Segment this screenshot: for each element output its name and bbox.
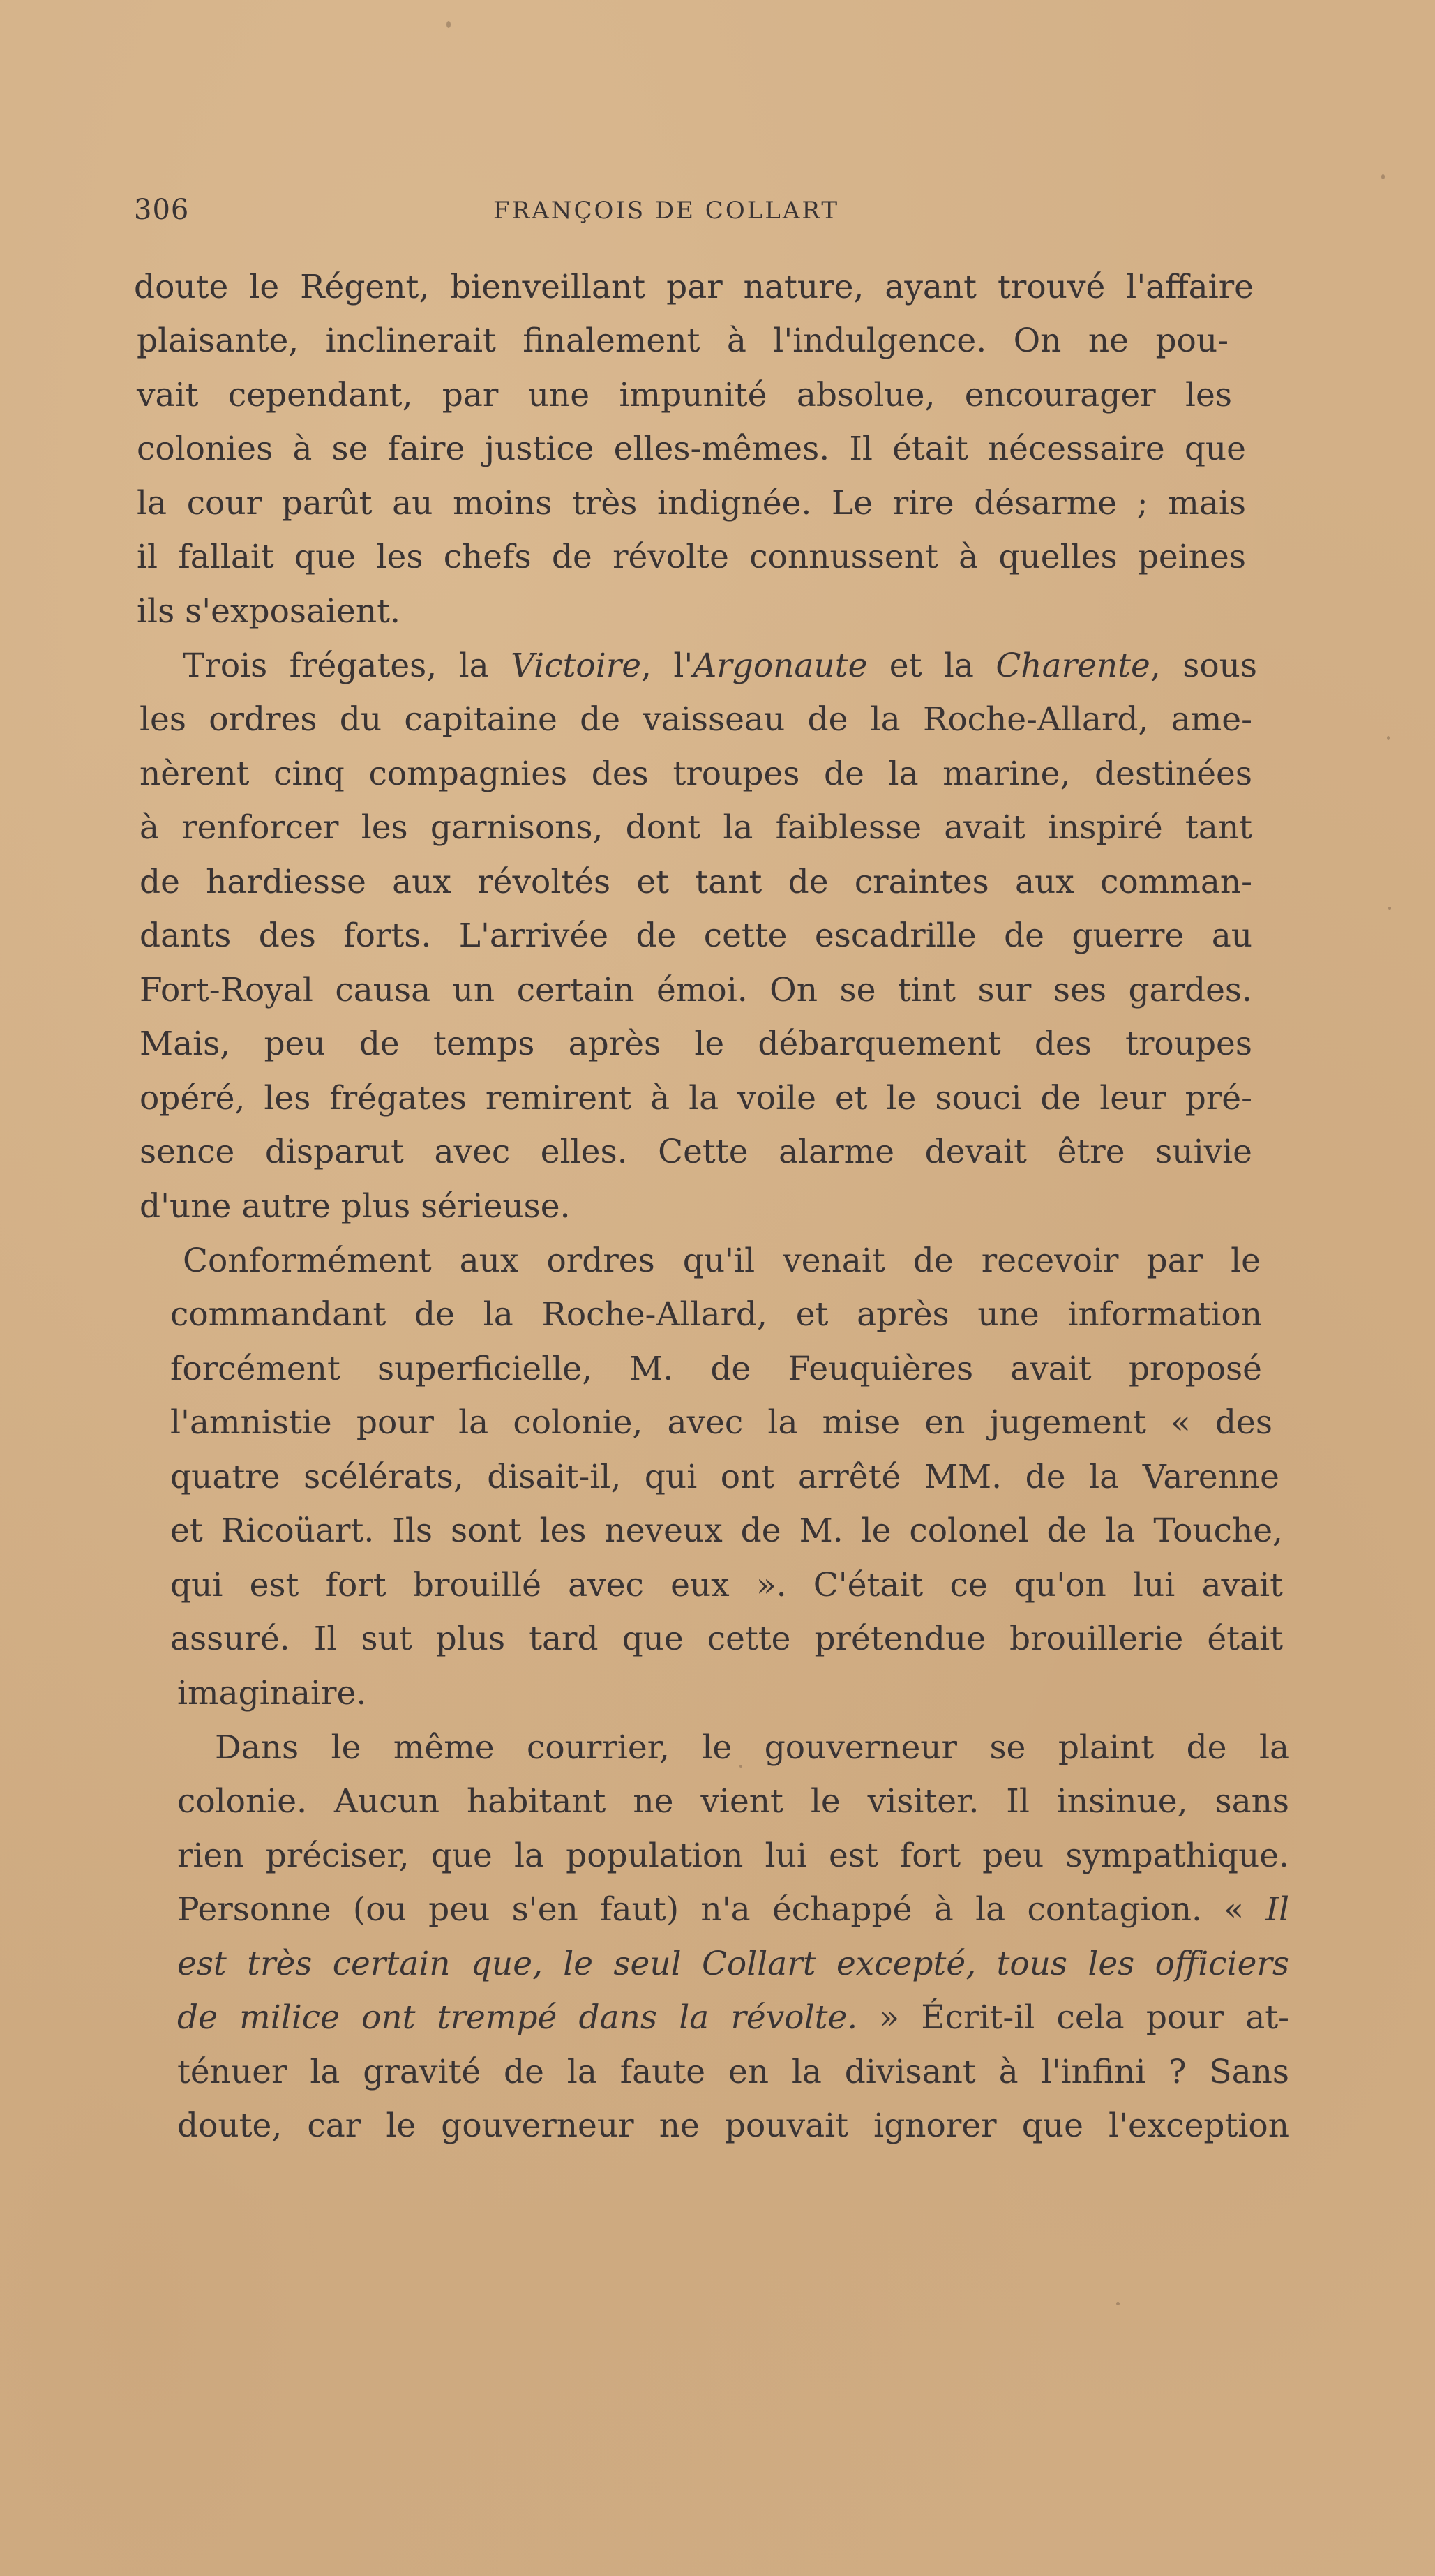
text-line: de hardiesse aux révoltés et tant de craintes aux comman-: [140, 863, 1252, 901]
text-line: doute le Régent, bienveillant par nature, ayant trouvé l'affaire: [134, 268, 1254, 306]
text-line: Personne (ou peu s'en faut) n'a échappé à la contagion. « Il: [177, 1890, 1289, 1929]
text-line: imaginaire.: [177, 1674, 367, 1712]
text-line: d'une autre plus sérieuse.: [140, 1187, 571, 1226]
text-line: la cour parût au moins très indignée. Le rire désarme ; mais: [137, 484, 1246, 522]
paper-speck: [446, 21, 451, 28]
text-line: ils s'exposaient.: [137, 592, 400, 631]
text-line: à renforcer les garnisons, dont la faiblesse avait inspiré tant: [140, 808, 1252, 847]
paper-speck: [1388, 907, 1391, 910]
text-line: les ordres du capitaine de vaisseau de la Roche-Allard, ame-: [140, 700, 1252, 739]
text-line: colonies à se faire justice elles-mêmes. Il était nécessaire que: [137, 430, 1246, 468]
text-line: de milice ont trempé dans la révolte. » Écrit-il cela pour at-: [177, 1998, 1289, 2037]
text-line: Trois frégates, la Victoire, l'Argonaute et la Charente, sous: [183, 647, 1258, 685]
running-title: FRANÇOIS DE COLLART: [493, 197, 840, 225]
text-line: ténuer la gravité de la faute en la divisant à l'infini ? Sans: [177, 2053, 1289, 2091]
text-line: forcément superficielle, M. de Feuquières avait proposé: [170, 1350, 1262, 1388]
text-line: vait cependant, par une impunité absolue, encourager les: [137, 376, 1232, 414]
text-line: commandant de la Roche-Allard, et après une information: [170, 1295, 1262, 1334]
text-line: Mais, peu de temps après le débarquement des troupes: [140, 1025, 1252, 1063]
text-line: colonie. Aucun habitant ne vient le visiter. Il insinue, sans: [177, 1782, 1289, 1821]
text-line: sence disparut avec elles. Cette alarme devait être suivie: [140, 1133, 1252, 1171]
text-line: nèrent cinq compagnies des troupes de la marine, destinées: [140, 755, 1252, 793]
text-line: quatre scélérats, disait-il, qui ont arrêté MM. de la Varenne: [170, 1458, 1279, 1496]
text-line: rien préciser, que la population lui est fort peu sympathique.: [177, 1837, 1289, 1875]
running-head: [134, 194, 1320, 236]
text-line: opéré, les frégates remirent à la voile et le souci de leur pré-: [140, 1079, 1252, 1117]
text-line: il fallait que les chefs de révolte connussent à quelles peines: [137, 538, 1246, 576]
paper-speck: [1387, 736, 1390, 740]
page-number: 306: [134, 194, 190, 226]
paper-speck: [739, 1765, 742, 1768]
text-line: et Ricoüart. Ils sont les neveux de M. le colonel de la Touche,: [170, 1512, 1283, 1550]
text-line: Conformément aux ordres qu'il venait de recevoir par le: [183, 1242, 1261, 1280]
text-line: est très certain que, le seul Collart excepté, tous les officiers: [177, 1945, 1289, 1983]
text-line: Fort-Royal causa un certain émoi. On se tint sur ses gardes.: [140, 971, 1252, 1009]
text-line: plaisante, inclinerait finalement à l'indulgence. On ne pou-: [137, 322, 1229, 360]
paper-speck: [1116, 2302, 1120, 2305]
text-line: assuré. Il sut plus tard que cette prétendue brouillerie était: [170, 1620, 1283, 1658]
text-line: l'amnistie pour la colonie, avec la mise en jugement « des: [170, 1403, 1272, 1442]
text-line: dants des forts. L'arrivée de cette escadrille de guerre au: [140, 917, 1252, 955]
text-line: qui est fort brouillé avec eux ». C'était ce qu'on lui avait: [170, 1566, 1283, 1604]
text-line: doute, car le gouverneur ne pouvait ignorer que l'exception: [177, 2107, 1289, 2145]
paper-speck: [1381, 174, 1385, 179]
text-line: Dans le même courrier, le gouverneur se plaint de la: [215, 1728, 1289, 1767]
